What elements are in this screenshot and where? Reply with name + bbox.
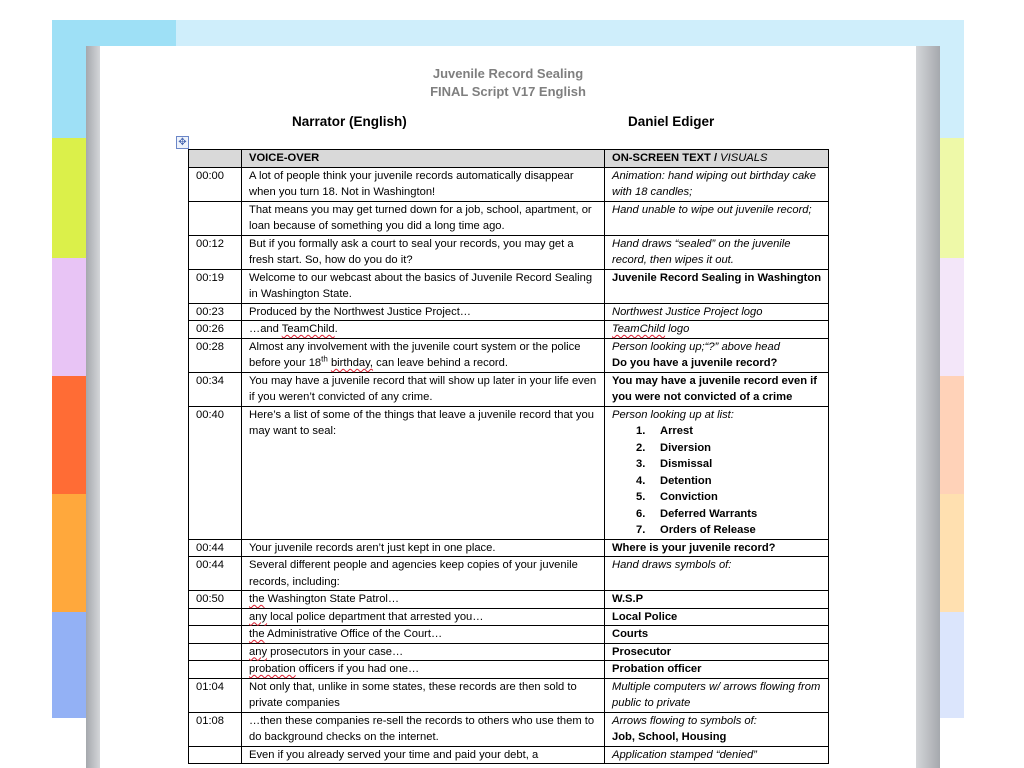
table-row bbox=[189, 591, 829, 609]
voiceover-text-part: can leave behind a record. bbox=[373, 357, 508, 369]
timecode: 01:08 bbox=[189, 712, 242, 746]
page-shadow-right bbox=[916, 46, 940, 768]
list-item bbox=[612, 423, 824, 440]
spellcheck-word: probation bbox=[249, 663, 296, 675]
list-number: 1. bbox=[636, 425, 646, 437]
timecode: 00:26 bbox=[189, 321, 242, 339]
table-row bbox=[189, 746, 829, 764]
voiceover-text: Not only that, unlike in some states, these records are then sold to private companies bbox=[242, 678, 605, 712]
visuals-text: Where is your juvenile record? bbox=[605, 539, 829, 557]
voiceover-text: But if you formally ask a court to seal your records, you may get a fresh start. So, how do you do it? bbox=[242, 235, 605, 269]
spellcheck-word: birthday, bbox=[330, 357, 374, 369]
list-text: Conviction bbox=[660, 491, 718, 503]
timecode bbox=[189, 626, 242, 644]
visuals-text: Courts bbox=[605, 626, 829, 644]
list-item bbox=[612, 506, 824, 523]
timecode: 00:34 bbox=[189, 372, 242, 406]
header-onscreen-text: ON-SCREEN TEXT / bbox=[612, 152, 718, 164]
narrator-name: Daniel Ediger bbox=[628, 114, 715, 129]
visuals-text-part: Arrows flowing to symbols of: bbox=[612, 714, 757, 727]
voiceover-text: Even if you already served your time and paid your debt, a bbox=[242, 746, 605, 764]
table-move-icon[interactable]: ✥ bbox=[176, 136, 189, 149]
list-item bbox=[612, 473, 824, 490]
voiceover-text: Here’s a list of some of the things that leave a juvenile record that you may want to seal: bbox=[242, 406, 605, 539]
table-row bbox=[189, 321, 829, 339]
voiceover-text: That means you may get turned down for a job, school, apartment, or loan because of something you did a long time ago. bbox=[242, 201, 605, 235]
visuals-text-part: Person looking up;“?” above head bbox=[612, 340, 780, 353]
list-number: 2. bbox=[636, 441, 646, 454]
voiceover-text-part: …and bbox=[249, 323, 282, 335]
voiceover-text-part: local police department that arrested you… bbox=[267, 610, 484, 623]
table-row bbox=[189, 539, 829, 557]
voiceover-text bbox=[242, 321, 605, 339]
voiceover-text bbox=[242, 661, 605, 679]
visuals-text: W.S.P bbox=[605, 591, 829, 609]
visuals-text: Local Police bbox=[605, 608, 829, 626]
document-title: Juvenile Record Sealing bbox=[432, 66, 584, 81]
spellcheck-word: the bbox=[249, 593, 265, 605]
spellcheck-word: TeamChild bbox=[281, 323, 335, 335]
visuals-text: Prosecutor bbox=[605, 643, 829, 661]
visuals-text-part: Person looking up at list: bbox=[612, 408, 734, 421]
voiceover-text: Produced by the Northwest Justice Project… bbox=[242, 303, 605, 321]
spellcheck-word: any bbox=[249, 645, 268, 658]
visuals-text-part: Job, School, Housing bbox=[612, 731, 727, 743]
visuals-text: You may have a juvenile record even if you were not convicted of a crime bbox=[605, 372, 829, 406]
voiceover-text bbox=[242, 338, 605, 372]
voiceover-text bbox=[242, 626, 605, 644]
voiceover-text: Your juvenile records aren’t just kept in one place. bbox=[242, 539, 605, 557]
document-page[interactable] bbox=[100, 46, 916, 768]
table-row bbox=[189, 626, 829, 644]
timecode: 00:00 bbox=[189, 167, 242, 201]
list-number: 7. bbox=[636, 524, 646, 536]
table-row bbox=[189, 661, 829, 679]
timecode bbox=[189, 661, 242, 679]
visuals-text: Hand draws symbols of: bbox=[605, 557, 829, 591]
visuals-text bbox=[605, 338, 829, 372]
timecode: 00:50 bbox=[189, 591, 242, 609]
voiceover-text-part: prosecutors in your case… bbox=[267, 645, 404, 658]
header-voiceover: VOICE-OVER bbox=[242, 150, 605, 168]
visuals-text: Northwest Justice Project logo bbox=[605, 303, 829, 321]
list-item bbox=[612, 456, 824, 473]
visuals-text: Juvenile Record Sealing in Washington bbox=[605, 269, 829, 303]
voiceover-text-part: Almost any involvement with the juvenile court system or the police before your 18 bbox=[249, 340, 581, 369]
voiceover-text: Welcome to our webcast about the basics of Juvenile Record Sealing in Washington State. bbox=[242, 269, 605, 303]
timecode: 00:44 bbox=[189, 557, 242, 591]
timecode: 00:40 bbox=[189, 406, 242, 539]
timecode: 01:04 bbox=[189, 678, 242, 712]
header-visuals: VISUALS bbox=[720, 152, 768, 164]
visuals-text: Hand draws “sealed” on the juvenile record, then wipes it out. bbox=[605, 235, 829, 269]
timecode: 00:28 bbox=[189, 338, 242, 372]
voiceover-text: Several different people and agencies keep copies of your juvenile records, including: bbox=[242, 557, 605, 591]
table-header-row bbox=[189, 150, 829, 168]
narrator-heading: Narrator (English) bbox=[292, 114, 407, 129]
visuals-text bbox=[605, 712, 829, 746]
timecode: 00:12 bbox=[189, 235, 242, 269]
visuals-text: Multiple computers w/ arrows flowing from public to private bbox=[605, 678, 829, 712]
table-row bbox=[189, 557, 829, 591]
table-row bbox=[189, 235, 829, 269]
list-number: 4. bbox=[636, 474, 646, 487]
visuals-text-part: Do you have a juvenile record? bbox=[612, 357, 778, 369]
timecode bbox=[189, 608, 242, 626]
timecode: 00:19 bbox=[189, 269, 242, 303]
voiceover-text: …then these companies re-sell the records to others who use them to do background checks on the internet. bbox=[242, 712, 605, 746]
table-row bbox=[189, 406, 829, 539]
timecode bbox=[189, 746, 242, 764]
spellcheck-word: TeamChild bbox=[612, 323, 666, 335]
list-text: Diversion bbox=[660, 441, 711, 454]
list-item bbox=[612, 522, 824, 539]
table-row bbox=[189, 608, 829, 626]
record-type-list bbox=[612, 423, 824, 539]
voiceover-text bbox=[242, 608, 605, 626]
table-row bbox=[189, 167, 829, 201]
list-number: 5. bbox=[636, 491, 646, 503]
header-onscreen bbox=[605, 150, 829, 168]
superscript: th bbox=[321, 354, 328, 364]
list-item bbox=[612, 440, 824, 457]
page-shadow-left bbox=[86, 46, 100, 768]
visuals-text: Hand unable to wipe out juvenile record; bbox=[605, 201, 829, 235]
table-row bbox=[189, 201, 829, 235]
table-row bbox=[189, 678, 829, 712]
visuals-text: Application stamped “denied” bbox=[605, 746, 829, 764]
voiceover-text-part: officers if you had one… bbox=[295, 663, 420, 675]
list-text: Detention bbox=[660, 474, 712, 487]
list-text: Dismissal bbox=[660, 458, 713, 470]
timecode bbox=[189, 643, 242, 661]
list-number: 3. bbox=[636, 458, 646, 470]
table-row bbox=[189, 712, 829, 746]
voiceover-text: You may have a juvenile record that will show up later in your life even if you weren’t convicted of any crime. bbox=[242, 372, 605, 406]
list-text: Deferred Warrants bbox=[660, 507, 758, 520]
voiceover-text-part: Washington State Patrol… bbox=[264, 593, 400, 605]
voiceover-text: A lot of people think your juvenile records automatically disappear when you turn 18. Not in Washington! bbox=[242, 167, 605, 201]
visuals-text: Animation: hand wiping out birthday cake with 18 candles; bbox=[605, 167, 829, 201]
voiceover-text bbox=[242, 643, 605, 661]
timecode bbox=[189, 201, 242, 235]
voiceover-text-part: Administrative Office of the Court… bbox=[264, 628, 443, 640]
table-row bbox=[189, 303, 829, 321]
list-text: Orders of Release bbox=[660, 524, 756, 536]
list-text: Arrest bbox=[660, 425, 693, 437]
document-subtitle: FINAL Script V17 English bbox=[430, 84, 586, 99]
table-row bbox=[189, 643, 829, 661]
timecode: 00:23 bbox=[189, 303, 242, 321]
list-item bbox=[612, 489, 824, 506]
header-time-cell bbox=[189, 150, 242, 168]
voiceover-text bbox=[242, 591, 605, 609]
spellcheck-word: the bbox=[249, 628, 265, 640]
spellcheck-word: any bbox=[249, 610, 268, 623]
visuals-text: Probation officer bbox=[605, 661, 829, 679]
voiceover-text-part: . bbox=[334, 323, 338, 335]
script-table bbox=[188, 149, 829, 764]
visuals-text bbox=[605, 321, 829, 339]
visuals-text-part: logo bbox=[665, 323, 690, 335]
table-row bbox=[189, 269, 829, 303]
visuals-text bbox=[605, 406, 829, 539]
table-row bbox=[189, 338, 829, 372]
timecode: 00:44 bbox=[189, 539, 242, 557]
table-row bbox=[189, 372, 829, 406]
list-number: 6. bbox=[636, 507, 646, 520]
